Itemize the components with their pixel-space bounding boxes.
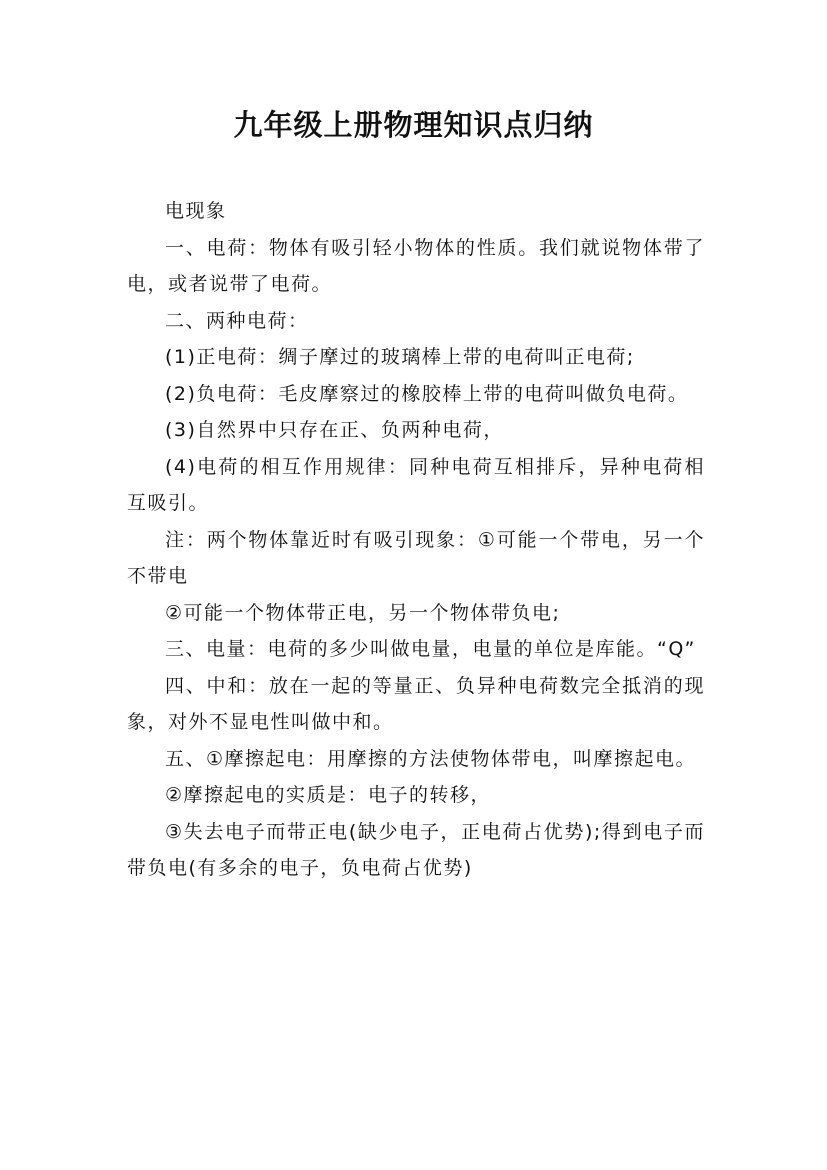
paragraph: 五、①摩擦起电：用摩擦的方法使物体带电，叫摩擦起电。	[165, 747, 697, 770]
document-title: 九年级上册物理知识点归纳	[233, 108, 594, 142]
paragraph: 二、两种电荷：	[165, 309, 309, 332]
paragraph: 四、中和：放在一起的等量正、负异种电荷数完全抵消的现象，对外不显电性叫做中和。	[127, 674, 705, 733]
paragraph: 注：两个物体靠近时有吸引现象：①可能一个带电，另一个不带电	[127, 528, 705, 587]
paragraph: ②摩擦起电的实质是：电子的转移，	[165, 784, 492, 806]
document-body	[127, 193, 705, 887]
section-heading: 电现象	[165, 200, 227, 222]
paragraph: ③失去电子而带正电(缺少电子，正电荷占优势);得到电子而带负电(有多余的电子，负电荷占优势)	[127, 820, 705, 879]
paragraph: (4)电荷的相互作用规律：同种电荷互相排斥，异种电荷相互吸引。	[127, 455, 705, 514]
paragraph: (2)负电荷：毛皮摩察过的橡胶棒上带的电荷叫做负电荷。	[165, 382, 689, 405]
paragraph: 三、电量：电荷的多少叫做电量，电量的单位是库能。“Q”	[165, 638, 696, 660]
paragraph: (1)正电荷：绸子摩过的玻璃棒上带的电荷叫正电荷;	[165, 346, 635, 368]
paragraph: ②可能一个物体带正电，另一个物体带负电;	[165, 601, 561, 624]
paragraph: (3)自然界中只存在正、负两种电荷，	[165, 419, 504, 441]
paragraph: 一、电荷：物体有吸引轻小物体的性质。我们就说物体带了电，或者说带了电荷。	[127, 236, 705, 295]
